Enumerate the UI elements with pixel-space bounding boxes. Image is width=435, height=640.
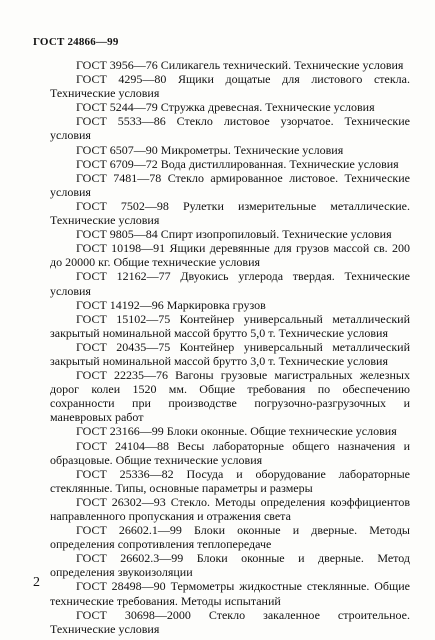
reference-entry: ГОСТ 3956—76 Силикагель технический. Технические условия xyxy=(76,58,404,72)
reference-entry: ГОСТ 26602.1—99 Блоки оконные и дверные. Методы определения сопротивления теплопередаче xyxy=(50,523,410,552)
reference-entry: ГОСТ 22235—76 Вагоны грузовые магистральных железных дорог колеи 1520 мм. Общие требования по обеспечению сохранности при производстве погрузочно-разгрузочных и маневровых работ xyxy=(50,368,410,425)
reference-entry: ГОСТ 20435—75 Контейнер универсальный металлический закрытый номинальной массой брутто 3,0 т. Технические условия xyxy=(50,339,410,368)
page-number: 2 xyxy=(33,575,40,590)
reference-entry: ГОСТ 30698—2000 Стекло закаленное строительное. Технические условия xyxy=(50,607,410,636)
reference-entry: ГОСТ 24104—88 Весы лабораторные общего назначения и образцовые. Общие технические условия xyxy=(50,438,410,467)
reference-entry: ГОСТ 4295—80 Ящики дощатые для листового стекла. Технические условия xyxy=(50,72,410,101)
reference-entry: ГОСТ 12162—77 Двуокись углерода твердая. Технические условия xyxy=(50,269,410,298)
reference-entry: ГОСТ 6709—72 Вода дистиллированная. Технические условия xyxy=(76,156,399,171)
references-list xyxy=(50,58,410,636)
reference-entry: ГОСТ 25336—82 Посуда и оборудование лабораторные стеклянные. Типы, основные параметры и размеры xyxy=(50,466,410,495)
reference-entry: ГОСТ 9805—84 Спирт изопропиловый. Технические условия xyxy=(76,227,392,242)
reference-entry: ГОСТ 26302—93 Стекло. Методы определения коэффициентов направленного пропускания и отражения света xyxy=(50,494,410,523)
reference-entry: ГОСТ 5533—86 Стекло листовое узорчатое. Технические условия xyxy=(50,114,410,143)
reference-entry: ГОСТ 23166—99 Блоки оконные. Общие технические условия xyxy=(76,424,397,439)
reference-entry: ГОСТ 7481—78 Стекло армированное листовое. Технические условия xyxy=(50,170,410,199)
reference-entry: ГОСТ 26602.3—99 Блоки оконные и дверные. Метод определения звукоизоляции xyxy=(50,551,410,580)
reference-entry: ГОСТ 15102—75 Контейнер универсальный металлический закрытый номинальной массой брутто 5,0 т. Технические условия xyxy=(50,311,410,340)
reference-entry: ГОСТ 7502—98 Рулетки измерительные металлические. Технические условия xyxy=(50,198,410,228)
reference-entry: ГОСТ 28498—90 Термометры жидкостные стеклянные. Общие технические требования. Методы испытаний xyxy=(50,579,410,608)
reference-entry: ГОСТ 14192—96 Маркировка грузов xyxy=(76,297,266,312)
reference-entry: ГОСТ 5244—79 Стружка древесная. Технические условия xyxy=(76,100,375,115)
standard-number-header: ГОСТ 24866—99 xyxy=(33,36,119,48)
reference-entry: ГОСТ 6507—90 Микрометры. Технические условия xyxy=(76,142,344,157)
reference-entry: ГОСТ 10198—91 Ящики деревянные для грузов массой св. 200 до 20000 кг. Общие технические условия xyxy=(50,241,410,270)
